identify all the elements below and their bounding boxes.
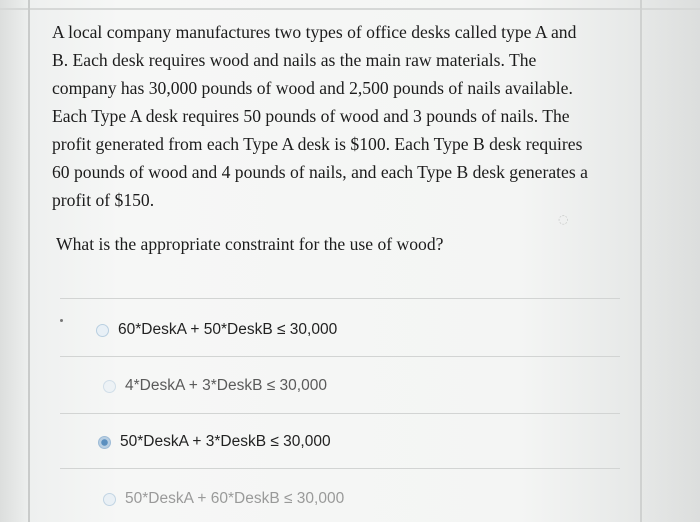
divider	[60, 298, 620, 299]
answer-option-2[interactable]	[103, 377, 327, 395]
cursor-mark-icon: ◌	[558, 212, 569, 226]
radio-button[interactable]	[103, 380, 116, 393]
frame-right-border	[640, 0, 642, 522]
frame-left-border	[28, 0, 30, 522]
question-prompt: What is the appropriate constraint for the use of wood?	[56, 234, 444, 254]
question-line: A local company manufactures two types of office desks called type A and	[52, 22, 577, 42]
question-line: B. Each desk requires wood and nails as the main raw materials. The	[52, 50, 537, 70]
answer-option-label: 60*DeskA + 50*DeskB ≤ 30,000	[118, 321, 338, 338]
answer-option-4[interactable]	[103, 490, 344, 508]
question-line: profit of $150.	[52, 190, 155, 210]
question-line: company has 30,000 pounds of wood and 2,500 pounds of nails available.	[52, 78, 573, 98]
question-text	[52, 18, 622, 214]
question-line: profit generated from each Type A desk is $100. Each Type B desk requires	[52, 134, 583, 154]
answer-option-label: 50*DeskA + 3*DeskB ≤ 30,000	[120, 433, 331, 450]
answer-option-1[interactable]	[96, 321, 337, 339]
divider	[60, 468, 620, 469]
radio-button[interactable]	[96, 324, 109, 337]
answer-option-label: 50*DeskA + 60*DeskB ≤ 30,000	[125, 490, 345, 507]
bullet-dot-icon	[60, 319, 63, 322]
question-line: 60 pounds of wood and 4 pounds of nails, and each Type B desk generates a	[52, 162, 588, 182]
answer-option-label: 4*DeskA + 3*DeskB ≤ 30,000	[125, 377, 327, 394]
divider	[60, 356, 620, 357]
radio-button-selected[interactable]	[98, 436, 111, 449]
frame-top-border	[0, 8, 700, 10]
radio-button[interactable]	[103, 493, 116, 506]
divider	[60, 413, 620, 414]
answer-option-3[interactable]	[98, 433, 331, 451]
question-line: Each Type A desk requires 50 pounds of wood and 3 pounds of nails. The	[52, 106, 570, 126]
